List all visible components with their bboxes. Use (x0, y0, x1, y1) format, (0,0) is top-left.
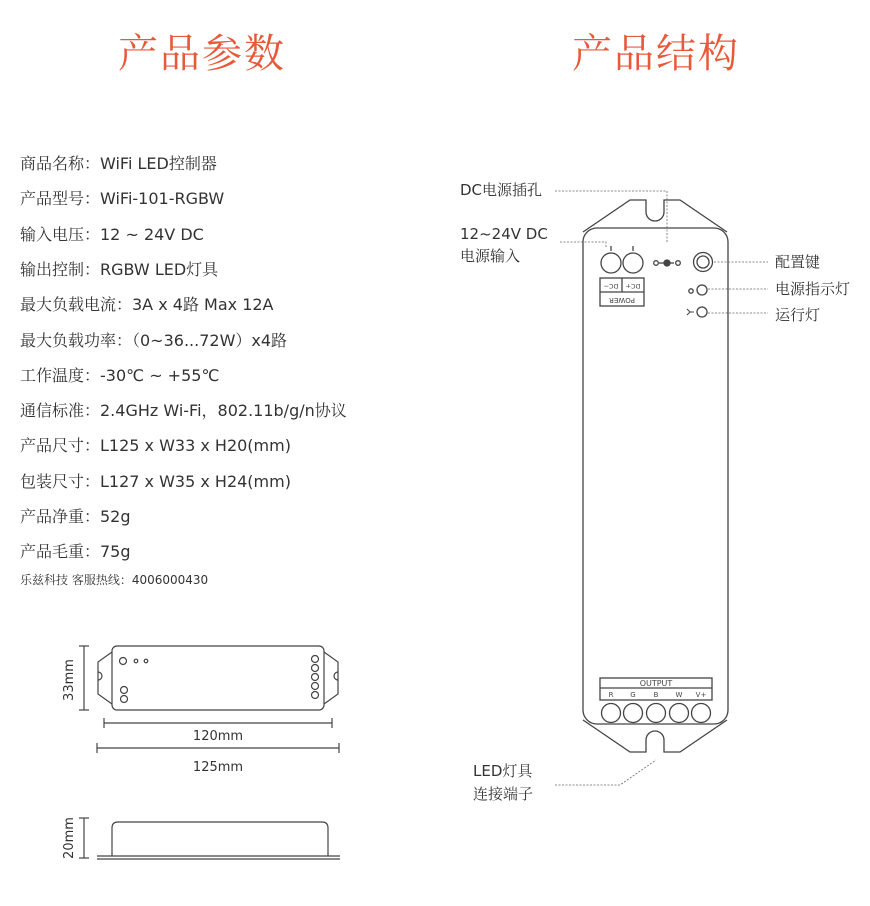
spec-item: 产品净重：52g (20, 507, 131, 526)
spec-item: 输出控制：RGBW LED灯具 (20, 260, 219, 279)
hotline-text: 乐兹科技 客服热线：4006000430 (20, 573, 209, 587)
callout-power-indicator: 电源指示灯 (775, 280, 851, 298)
dim-depth-label: 20mm (62, 817, 77, 859)
callout-led-line2: 连接端子 (473, 785, 534, 803)
callout-run-light: 运行灯 (775, 306, 821, 324)
output-pin-label: G (630, 691, 636, 699)
dim-inner-length-label: 120mm (192, 729, 244, 744)
power-label: POWER (609, 296, 635, 304)
spec-item: 工作温度：-30℃ ~ +55℃ (20, 366, 220, 385)
spec-item: 通信标准：2.4GHz Wi-Fi，802.11b/g/n协议 (20, 401, 347, 420)
spec-item: 最大负载电流：3A x 4路 Max 12A (20, 295, 274, 314)
output-pin-label: B (653, 691, 659, 699)
spec-item: 最大负载功率：（0~36...72W）x4路 (20, 331, 288, 350)
callout-config-key: 配置键 (775, 253, 821, 271)
callout-input-line1: 12~24V DC (460, 225, 548, 243)
spec-item: 输入电压：12 ~ 24V DC (20, 225, 204, 244)
dim-height-label: 33mm (62, 659, 77, 701)
spec-item: 产品毛重：75g (20, 542, 131, 561)
spec-item: 包装尺寸：L127 x W35 x H24(mm) (20, 472, 291, 491)
callout-dc-jack: DC电源插孔 (460, 181, 543, 199)
output-label: OUTPUT (639, 679, 673, 688)
params-title: 产品参数 (118, 31, 286, 77)
spec-item: 产品型号：WiFi-101-RGBW (20, 189, 225, 208)
side-view-drawing (79, 818, 340, 859)
run-light-icon (687, 309, 694, 315)
callout-led-line1: LED灯具 (473, 762, 533, 780)
structure-title: 产品结构 (572, 31, 740, 77)
callout-lines (555, 191, 768, 785)
callout-input-line2: 电源输入 (460, 247, 521, 265)
spec-item: 商品名称：WiFi LED控制器 (20, 154, 217, 173)
output-pin-label: W (675, 691, 683, 699)
dim-outer-length-label: 125mm (192, 760, 244, 775)
dc-plus-label: DC+ (625, 282, 641, 290)
output-pin-label: V+ (695, 691, 707, 699)
output-pin-label: R (608, 691, 614, 699)
spec-item: 产品尺寸：L125 x W33 x H20(mm) (20, 436, 291, 455)
dc-minus-label: DC− (603, 282, 619, 290)
